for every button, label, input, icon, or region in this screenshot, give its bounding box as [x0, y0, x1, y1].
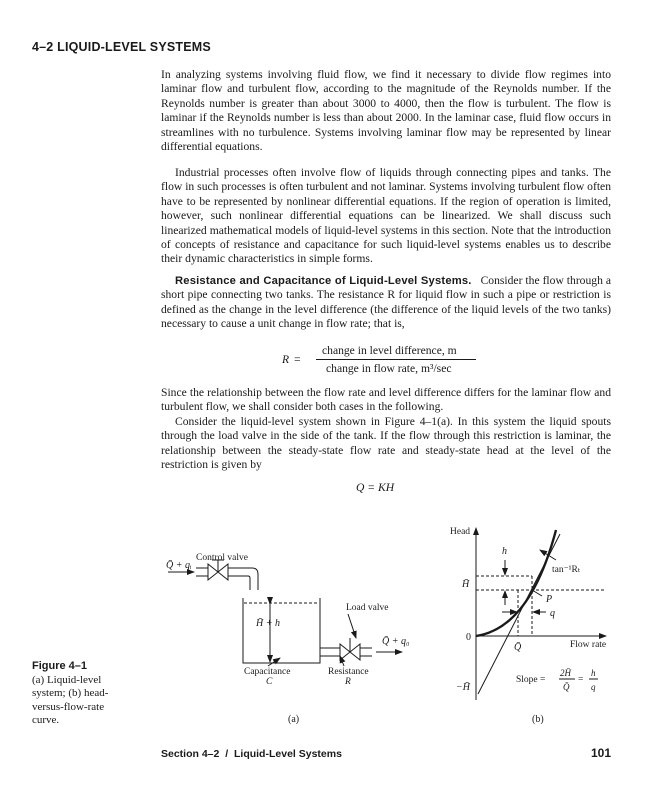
figure-b-label: (b) [532, 714, 544, 725]
head-label: H̄ + h [256, 618, 280, 629]
equation-equals: = [294, 353, 301, 366]
h-label: h [502, 546, 507, 557]
section-heading: 4–2 LIQUID-LEVEL SYSTEMS [32, 40, 211, 54]
q-label: q [550, 608, 555, 619]
control-valve-label: Control valve [196, 553, 248, 563]
body-paragraphs-industrial [161, 166, 611, 267]
capacitance-label: Capacitance [244, 667, 291, 677]
x-axis-label: Flow rate [570, 640, 607, 650]
tank-outline [243, 598, 320, 663]
neg-H-label: −H̄ [456, 682, 470, 693]
load-valve-label: Load valve [346, 603, 389, 613]
origin-label: 0 [466, 632, 471, 643]
figure-number: Figure 4–1 [32, 660, 88, 672]
pipe-elbow-outer [228, 568, 258, 590]
slope-label: Slope = [516, 675, 546, 685]
slope-numerator-1: 2H̄ [560, 668, 571, 678]
Q-bar-label: Q̄ [514, 642, 522, 653]
figure-4-1 [0, 520, 653, 745]
equation-denominator: change in flow rate, m³/sec [326, 362, 452, 375]
slope-equals: = [578, 675, 584, 685]
tangent-line [478, 534, 560, 694]
equation-lhs: R [282, 353, 290, 366]
H-bar-label: H̄ [462, 579, 470, 590]
paragraph-figure-ref: Consider the liquid-level system shown in Figure 4–1(a). In this system the liquid spouts through the load valve in the side of the tank. If the flow through this restriction is laminar, the relationship between the steady-state flow rate and steady-state head at the level of the restriction is given by [161, 414, 611, 472]
laminar-equation: Q = KH [356, 481, 395, 494]
footer-section-number: Section 4–2 [161, 748, 220, 760]
slope-numerator-2: h [591, 668, 596, 678]
capacitance-symbol: C [266, 677, 273, 687]
slope-denominator-1: Q̄ [563, 682, 570, 692]
resistance-label: Resistance [328, 667, 369, 677]
outflow-label: Q̄ + q₀ [382, 636, 410, 647]
figure-a-tank-system [168, 560, 402, 666]
footer-title: Liquid-Level Systems [233, 748, 342, 760]
page-number: 101 [591, 746, 612, 760]
resistance-equation [282, 344, 502, 378]
paragraph-resistance [161, 274, 611, 332]
body-paragraphs-intro [161, 68, 611, 154]
body-paragraph-resistance [161, 274, 611, 332]
figure-caption-text: (a) Liquid-level system; (b) head-versus-flow-rate curve. [32, 673, 109, 726]
paragraph-industrial: Industrial processes often involve flow of liquids through connecting pipes and tanks. The flow in such processes is often turbulent and not laminar. Systems involving turbulent flow often have to be represented by nonlinear differential equations. If the region of operation is limited, however, such nonlinear differential equations can be linearized. We shall discuss such linearized mathematical models of liquid-level systems in this section. Note that the introduction of concepts of resistance and capacitance for such liquid-level systems enables us to describe their dynamic characteristics in simple forms. [161, 166, 611, 266]
paragraph-reynolds: In analyzing systems involving fluid flow, we find it necessary to divide flow regimes into laminar flow and turbulent flow, according to the magnitude of the Reynolds number. If the Reynolds number is greater than about 3000 to 4000, then the flow is turbulent. The flow is laminar if the Reynolds number is less than about 2000. In the laminar case, fluid flow occurs in streamlines with no turbulence. Systems involving laminar flow may be represented by linear differential equations. [161, 68, 611, 154]
paragraph-cases: Since the relationship between the flow rate and level difference differs for the laminar flow and turbulent flow, we shall consider both cases in the following. [161, 386, 611, 414]
paragraph-resistance-text: Consider the flow through a short pipe connecting two tanks. The resistance R for liquid flow in such a pipe or restriction is defined as the change in the level difference (the difference of the liquid levels of the two tanks) necessary to cause a unit change in flow rate; that is, [161, 274, 611, 331]
pipe-elbow-inner [228, 576, 250, 590]
slope-denominator-2: q [591, 682, 596, 692]
subsection-heading: Resistance and Capacitance of Liquid-Level Systems. [175, 275, 472, 287]
y-axis-label: Head [450, 527, 471, 537]
P-label: P [546, 594, 553, 605]
tangent-label: tan⁻¹Rₜ [552, 565, 581, 575]
equation-numerator: change in level difference, m [322, 344, 457, 357]
resistance-symbol: R [345, 677, 351, 687]
figure-a-label: (a) [288, 714, 300, 725]
fraction-bar [316, 359, 476, 360]
load-valve-leader [348, 614, 356, 638]
inflow-label: Q̄ + qᵢ [166, 560, 192, 571]
body-paragraphs-cases [161, 386, 611, 472]
P-leader [532, 590, 542, 596]
footer-section [161, 748, 342, 760]
footer-separator: / [225, 748, 229, 760]
